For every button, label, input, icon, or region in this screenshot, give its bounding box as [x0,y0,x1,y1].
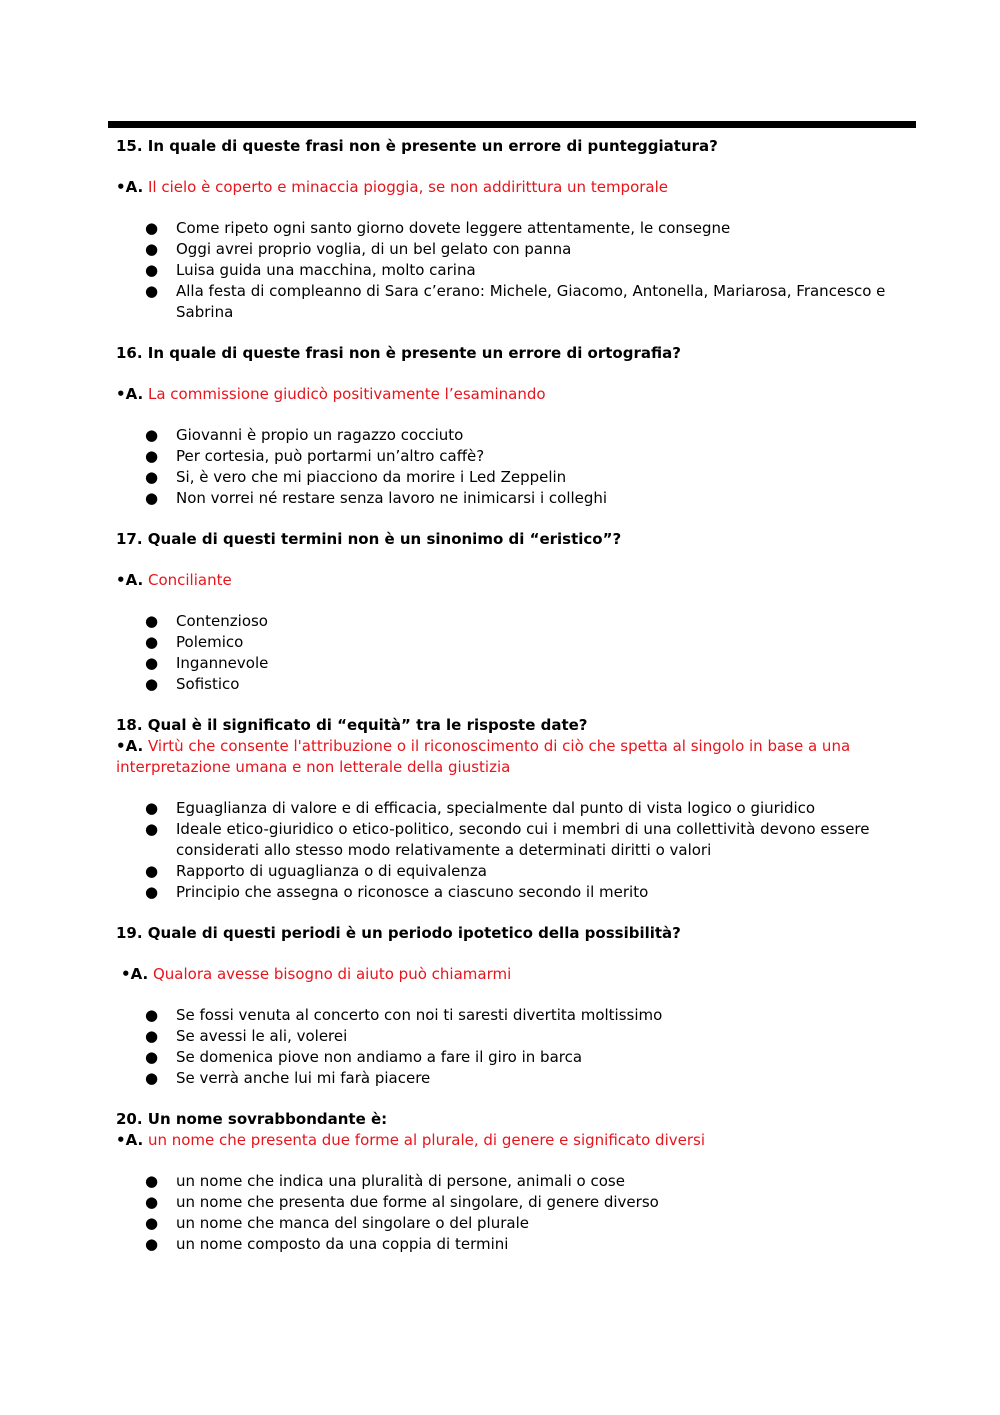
option-item [116,425,906,446]
bullet-icon: ● [145,1069,159,1087]
correct-answer [116,384,906,405]
option-item [116,1068,906,1089]
options-list [116,798,906,903]
option-text: Ingannevole [176,654,269,672]
bullet-icon: ● [145,799,159,817]
option-item [116,882,906,903]
option-text: Luisa guida una macchina, molto carina [176,261,476,279]
option-text: Se fossi venuta al concerto con noi ti saresti divertita moltissimo [176,1006,663,1024]
option-text: un nome composto da una coppia di termini [176,1235,509,1253]
option-text: Se domenica piove non andiamo a fare il giro in barca [176,1048,583,1066]
bullet-icon: ● [145,1172,159,1190]
question-text: 17. Quale di questi termini non è un sinonimo di “eristico”? [116,530,622,548]
option-item [116,1171,906,1192]
correct-answer [116,1130,906,1151]
answer-marker: •A. [116,385,144,403]
quiz-content [116,136,906,1255]
answer-marker: •A. [116,1131,144,1149]
option-text: un nome che presenta due forme al singolare, di genere diverso [176,1193,659,1211]
top-rule [108,121,916,128]
options-list [116,218,906,323]
bullet-icon: ● [145,1235,159,1253]
bullet-icon: ● [145,654,159,672]
question-block [116,715,906,923]
bullet-icon: ● [145,489,159,507]
bullet-icon: ● [145,1048,159,1066]
answer-text: Virtù che consente l'attribuzione o il riconoscimento di ciò che spetta al singolo in base a una interpretazione umana e non letterale della giustizia [116,737,851,776]
bullet-icon: ● [145,675,159,693]
option-item [116,467,906,488]
option-text: Se avessi le ali, volerei [176,1027,348,1045]
option-text: Per cortesia, può portarmi un’altro caffè? [176,447,485,465]
options-list [116,611,906,695]
option-text: Sofistico [176,675,240,693]
question-text: 20. Un nome sovrabbondante è: [116,1110,388,1128]
option-text: Giovanni è propio un ragazzo cocciuto [176,426,464,444]
option-item [116,674,906,695]
option-item [116,488,906,509]
bullet-icon: ● [145,447,159,465]
bullet-icon: ● [145,862,159,880]
option-text: un nome che manca del singolare o del plurale [176,1214,529,1232]
option-item [116,632,906,653]
answer-text: un nome che presenta due forme al plurale, di genere e significato diversi [147,1131,705,1149]
question-text: 19. Quale di questi periodi è un periodo ipotetico della possibilità? [116,924,681,942]
option-item [116,611,906,632]
option-item [116,819,906,861]
option-text: Contenzioso [176,612,268,630]
option-item [116,446,906,467]
bullet-icon: ● [145,820,159,838]
option-item [116,798,906,819]
answer-text: Il cielo è coperto e minaccia pioggia, se non addirittura un temporale [147,178,669,196]
options-list [116,1171,906,1255]
question-block [116,529,906,715]
option-item [116,1234,906,1255]
option-text: Si, è vero che mi piacciono da morire i Led Zeppelin [176,468,567,486]
bullet-icon: ● [145,1214,159,1232]
answer-marker: •A. [121,965,149,983]
question-block [116,923,906,1109]
bullet-icon: ● [145,883,159,901]
options-list [116,425,906,509]
answer-text: Qualora avesse bisogno di aiuto può chiamarmi [152,965,512,983]
option-text: Polemico [176,633,244,651]
option-item [116,1026,906,1047]
question-text: 15. In quale di queste frasi non è presente un errore di punteggiatura? [116,137,718,155]
question-block [116,136,906,343]
option-item [116,281,906,323]
bullet-icon: ● [145,1006,159,1024]
options-list [116,1005,906,1089]
correct-answer [116,570,906,591]
answer-text: Conciliante [147,571,232,589]
answer-text: La commissione giudicò positivamente l’esaminando [147,385,546,403]
option-item [116,1192,906,1213]
bullet-icon: ● [145,1193,159,1211]
question-text: 16. In quale di queste frasi non è presente un errore di ortografia? [116,344,681,362]
option-text: Principio che assegna o riconosce a ciascuno secondo il merito [176,883,649,901]
bullet-icon: ● [145,261,159,279]
option-text: Eguaglianza di valore e di efficacia, specialmente dal punto di vista logico o giuridico [176,799,816,817]
bullet-icon: ● [145,426,159,444]
question-block [116,1109,906,1255]
option-item [116,653,906,674]
question-block [116,343,906,529]
answer-marker: •A. [116,571,144,589]
answer-marker: •A. [116,737,144,755]
bullet-icon: ● [145,468,159,486]
option-text: Non vorrei né restare senza lavoro ne inimicarsi i colleghi [176,489,608,507]
bullet-icon: ● [145,219,159,237]
bullet-icon: ● [145,633,159,651]
bullet-icon: ● [145,282,159,300]
option-text: Ideale etico-giuridico o etico-politico, secondo cui i membri di una collettività devono essere considerati allo stesso modo relativamente a determinati diritti o valori [176,820,870,859]
option-item [116,861,906,882]
question-text: 18. Qual è il significato di “equità” tra le risposte date? [116,716,588,734]
option-text: Oggi avrei proprio voglia, di un bel gelato con panna [176,240,572,258]
option-item [116,1047,906,1068]
option-item [116,218,906,239]
answer-marker: •A. [116,178,144,196]
correct-answer [116,964,906,985]
option-item [116,260,906,281]
bullet-icon: ● [145,240,159,258]
option-text: Come ripeto ogni santo giorno dovete leggere attentamente, le consegne [176,219,731,237]
correct-answer [116,177,906,198]
option-text: Se verrà anche lui mi farà piacere [176,1069,431,1087]
correct-answer [116,736,906,778]
option-text: Alla festa di compleanno di Sara c’erano: Michele, Giacomo, Antonella, Mariarosa, Francesco e Sabrina [176,282,886,321]
bullet-icon: ● [145,1027,159,1045]
option-text: Rapporto di uguaglianza o di equivalenza [176,862,487,880]
option-item [116,1005,906,1026]
option-item [116,1213,906,1234]
option-text: un nome che indica una pluralità di persone, animali o cose [176,1172,625,1190]
bullet-icon: ● [145,612,159,630]
option-item [116,239,906,260]
